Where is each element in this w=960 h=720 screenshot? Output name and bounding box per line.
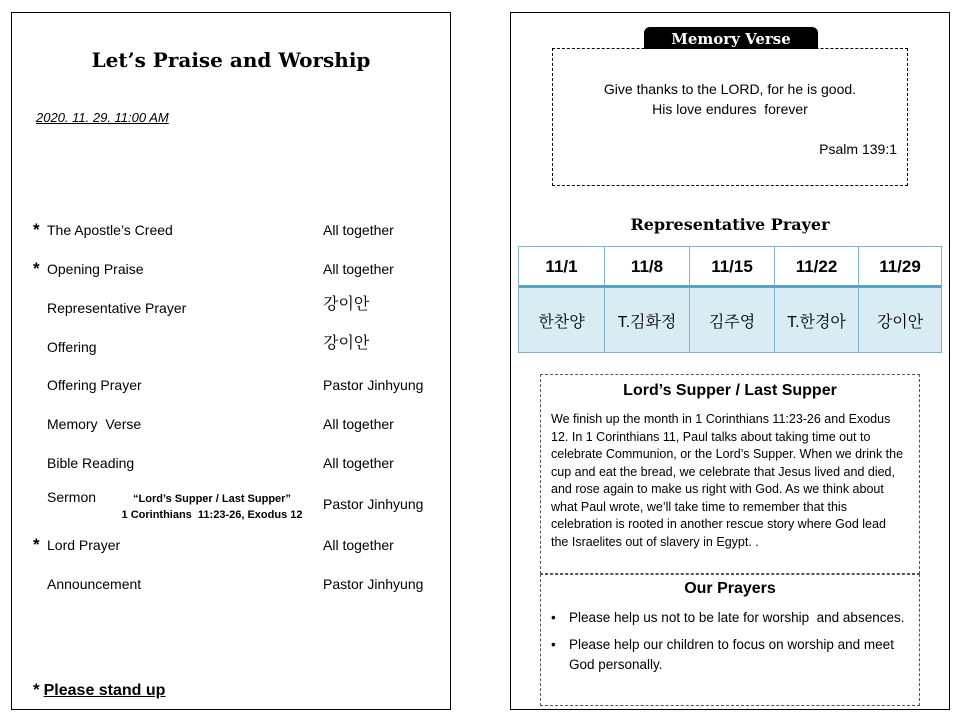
memory-verse-text xyxy=(553,79,907,119)
memory-verse-label: Memory Verse xyxy=(644,27,818,49)
list-item: • Please help our children to focus on worship and meet God personally. xyxy=(551,635,906,675)
memory-verse-reference: Psalm 139:1 xyxy=(819,141,897,157)
order-item: Memory Verse xyxy=(47,416,142,432)
order-item: Offering xyxy=(47,339,97,355)
order-item: Lord Prayer xyxy=(47,537,121,553)
order-leader: All together xyxy=(323,222,394,238)
memory-verse-box xyxy=(552,48,908,186)
order-row xyxy=(12,414,450,434)
order-leader: Pastor Jinhyung xyxy=(323,496,424,512)
order-leader: 강이안 xyxy=(323,335,370,352)
order-leader: Pastor Jinhyung xyxy=(323,377,424,393)
table-header-cell: 11/29 xyxy=(859,247,941,286)
order-leader: All together xyxy=(323,416,394,432)
order-row xyxy=(12,574,450,594)
order-row xyxy=(12,220,450,240)
table-cell: T.한경아 xyxy=(775,288,859,352)
order-leader: Pastor Jinhyung xyxy=(323,576,424,592)
order-row xyxy=(12,535,450,555)
order-row xyxy=(12,453,450,473)
table-cell: 김주영 xyxy=(690,288,775,352)
sermon-title: “Lord’s Supper / Last Supper” xyxy=(133,493,291,505)
order-item: Bible Reading xyxy=(47,455,135,471)
order-row xyxy=(12,337,450,357)
bulletin-info-panel xyxy=(510,12,950,710)
memory-verse-line: His love endures forever xyxy=(652,101,808,117)
lords-supper-body: We finish up the month in 1 Corinthians 11:23-26 and Exodus 12. In 1 Corinthians 11, Paul talks about taking time out to celebrate Communion, or the Lord’s Supper. When we drink the cup and eat the bread, we celebrate that Jesus lived and died, and rose again to make us right with God. As we think about what Paul wrote, we’ll take time to remember that this celebration is rooted in another rescue story where God lead the Israelites out of slavery in Egypt. . xyxy=(551,412,904,549)
sermon-note xyxy=(102,491,322,523)
lords-supper-title: Lord’s Supper / Last Supper xyxy=(623,382,837,399)
table-header-cell: 11/1 xyxy=(519,247,605,286)
our-prayers-box xyxy=(540,574,920,706)
table-header-cell: 11/22 xyxy=(775,247,859,286)
stand-marker: * xyxy=(33,535,40,554)
rep-prayer-title: Representative Prayer xyxy=(630,215,830,234)
order-leader: All together xyxy=(323,261,394,277)
worship-order-panel xyxy=(11,12,451,710)
order-row xyxy=(12,375,450,395)
order-item: Opening Praise xyxy=(47,261,144,277)
memory-verse-line: Give thanks to the LORD, for he is good. xyxy=(603,81,857,97)
table-cell: 한찬양 xyxy=(519,288,605,352)
table-cell: 강이안 xyxy=(859,288,941,352)
stand-marker: * xyxy=(33,680,40,699)
order-leader: All together xyxy=(323,537,394,553)
service-date: 2020. 11. 29. 11:00 AM xyxy=(36,110,169,125)
prayer-list xyxy=(551,608,906,682)
order-row xyxy=(12,259,450,279)
order-item: Offering Prayer xyxy=(47,377,142,393)
table-cell: T.김화정 xyxy=(605,288,690,352)
stand-marker: * xyxy=(33,259,40,278)
list-item: • Please help us not to be late for worship and absences. xyxy=(551,608,906,628)
page-title: Let’s Praise and Worship xyxy=(91,48,371,72)
lords-supper-box xyxy=(540,374,920,574)
order-item: Announcement xyxy=(47,576,142,592)
stand-marker: * xyxy=(33,220,40,239)
sermon-reference: 1 Corinthians 11:23-26, Exodus 12 xyxy=(121,509,303,521)
order-item: The Apostle’s Creed xyxy=(47,222,173,238)
table-header-cell: 11/15 xyxy=(690,247,775,286)
order-item: Representative Prayer xyxy=(47,300,187,316)
order-leader: All together xyxy=(323,455,394,471)
table-header-cell: 11/8 xyxy=(605,247,690,286)
our-prayers-title: Our Prayers xyxy=(684,580,776,597)
order-item: Sermon xyxy=(47,489,97,505)
stand-text: Please stand up xyxy=(43,682,166,699)
rep-prayer-table xyxy=(518,246,942,353)
stand-note xyxy=(33,680,165,700)
order-row xyxy=(12,298,450,318)
order-leader: 강이안 xyxy=(323,296,370,313)
